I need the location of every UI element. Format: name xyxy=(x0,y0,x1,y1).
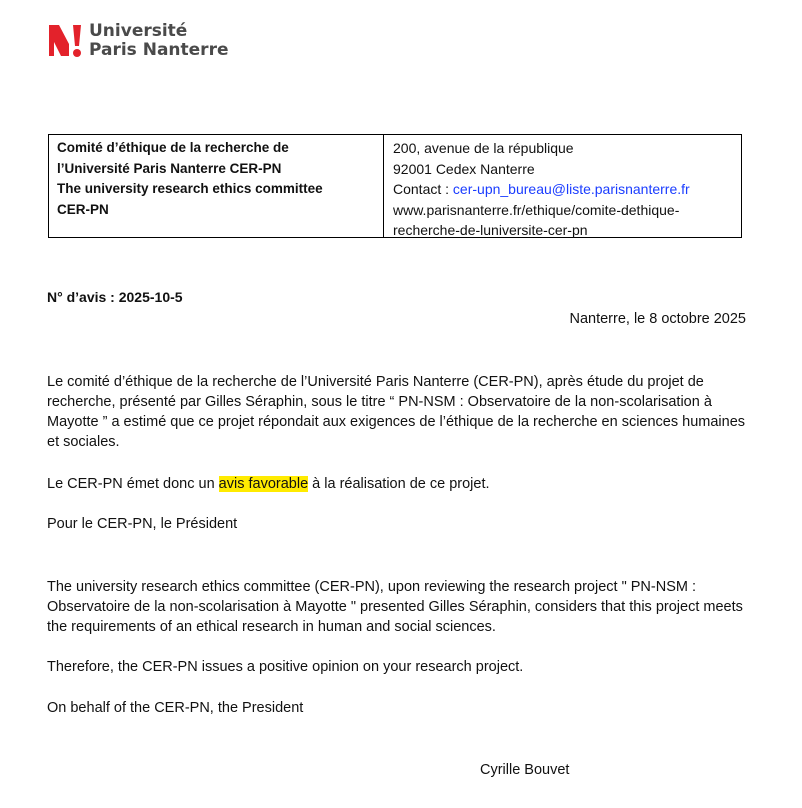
logo-line2: Paris Nanterre xyxy=(89,40,229,60)
website-line2: recherche-de-luniversite-cer-pn xyxy=(393,222,588,238)
avis-number: N° d’avis : 2025-10-5 xyxy=(47,289,183,305)
french-p2-after: à la réalisation de ce projet. xyxy=(308,476,490,492)
website-line1: www.parisnanterre.fr/ethique/comite-dethique- xyxy=(393,201,680,218)
contact-label: Contact : xyxy=(393,181,453,197)
committee-name-line2: l’Université Paris Nanterre CER-PN xyxy=(57,160,282,176)
logo-line1: Université xyxy=(89,21,188,41)
contact-line xyxy=(393,179,732,200)
committee-name-line4: CER-PN xyxy=(57,201,109,217)
committee-name-line3: The university research ethics committee xyxy=(57,181,323,196)
french-paragraph-1: Le comité d’éthique de la recherche de l’Université Paris Nanterre (CER-PN), après étude du projet de recherche, présenté par Gilles Séraphin, sous le titre “ PN-NSM : Observatoire de la non-scolarisation à Mayotte ” a estimé que ce projet répondait aux exigences de l’éthique de la recherche en sciences humaines et sociales. xyxy=(47,374,746,450)
committee-name-cell xyxy=(49,135,384,237)
english-paragraph-2: Therefore, the CER-PN issues a positive opinion on your research project. xyxy=(47,659,524,675)
contact-email-link[interactable]: cer-upn_bureau@liste.parisnanterre.fr xyxy=(452,181,690,197)
signatory-name: Cyrille Bouvet xyxy=(480,762,570,778)
committee-info-table xyxy=(48,134,742,238)
highlighted-favorable-opinion: avis favorable xyxy=(218,476,309,492)
committee-name-line1: Comité d’éthique de la recherche de xyxy=(57,140,289,155)
french-sign-off: Pour le CER-PN, le Président xyxy=(47,516,238,532)
university-logo xyxy=(49,22,228,60)
english-sign-off: On behalf of the CER-PN, the President xyxy=(47,700,304,716)
address-line1: 200, avenue de la république xyxy=(393,140,574,156)
letter-date: Nanterre, le 8 octobre 2025 xyxy=(569,311,746,327)
french-p2-before: Le CER-PN émet donc un xyxy=(47,476,219,492)
address-line2: 92001 Cedex Nanterre xyxy=(393,160,535,177)
french-paragraph-2 xyxy=(47,474,757,494)
committee-contact-cell xyxy=(384,135,741,237)
nanterre-logo-icon xyxy=(49,22,83,60)
english-paragraph-1: The university research ethics committee (CER-PN), upon reviewing the research project " PN-NSM : Observatoire de la non-scolarisation à Mayotte " presented Gilles Séraphin, considers that this project meets the requirements of an ethical research in human and social sciences. xyxy=(47,579,743,635)
